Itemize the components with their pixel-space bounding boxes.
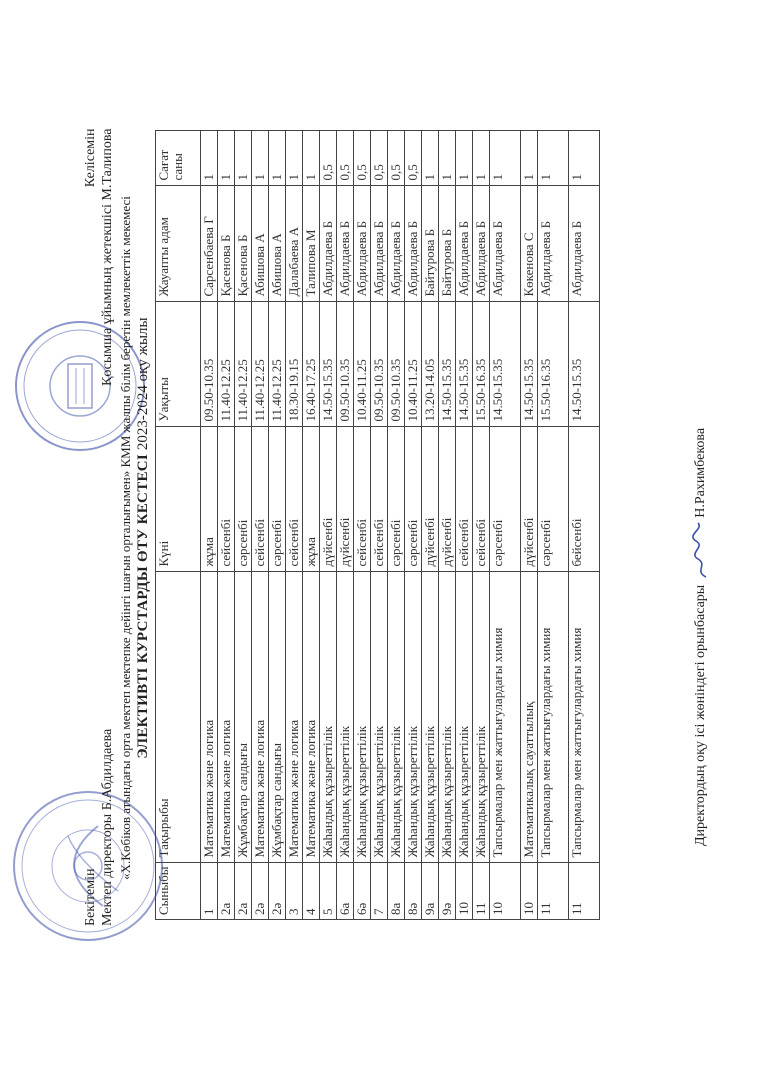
cell-time: 11.40-12.25 [252, 301, 269, 426]
cell-topic: Жаһандық құзыреттілік [371, 571, 388, 862]
cell-time: 09.50-10.35 [337, 301, 354, 426]
cell-time: 11.40-12.25 [269, 301, 286, 426]
cell-hours: 1 [235, 130, 252, 185]
header-topic: Тақырыбы [156, 571, 201, 862]
approval-left-line2: Мектеп директоры Б.Абдилдаева [100, 728, 115, 926]
school-name-subtitle: «Х.Көбіков атындағы орта мектеп мектепке дейінгі шағын орталығымен» КММ жалпы білім беретін мемлекеттік мекемесі [118, 196, 133, 880]
cell-time: 10.40-11.25 [405, 301, 422, 426]
cell-responsible: Абдилдаева Б [320, 185, 337, 301]
table-row [439, 130, 456, 919]
cell-hours: 1 [201, 130, 218, 185]
cell-class: 9ә [439, 862, 456, 919]
cell-time: 09.50-10.35 [201, 301, 218, 426]
cell-time: 14.50-15.35 [569, 301, 600, 426]
cell-hours: 0,5 [320, 130, 337, 185]
cell-day: сәрсенбі [490, 426, 521, 571]
cell-time: 14.50-15.35 [456, 301, 473, 426]
cell-hours: 1 [456, 130, 473, 185]
cell-day: сейсенбі [286, 426, 303, 571]
cell-hours: 1 [422, 130, 439, 185]
cell-responsible: Сарсенбаева Г [201, 185, 218, 301]
table-body [201, 130, 600, 919]
cell-day: сейсенбі [354, 426, 371, 571]
table-row [201, 130, 218, 919]
cell-day: сәрсенбі [538, 426, 569, 571]
cell-topic: Жаһандық құзыреттілік [456, 571, 473, 862]
cell-hours: 1 [269, 130, 286, 185]
cell-topic: Жаһандық құзыреттілік [422, 571, 439, 862]
approval-block-right [82, 128, 116, 386]
cell-time: 18.30-19.15 [286, 301, 303, 426]
cell-responsible: Абдилдаева Б [490, 185, 521, 301]
table-row [337, 130, 354, 919]
cell-responsible: Абдилдаева Б [456, 185, 473, 301]
cell-topic: Математика және логика [252, 571, 269, 862]
cell-class: 2а [218, 862, 235, 919]
cell-hours: 1 [439, 130, 456, 185]
cell-hours: 0,5 [337, 130, 354, 185]
cell-day: дүйсенбі [422, 426, 439, 571]
cell-day: жұма [201, 426, 218, 571]
table-row [354, 130, 371, 919]
cell-class: 11 [569, 862, 600, 919]
table-row [269, 130, 286, 919]
cell-day: дүйсенбі [320, 426, 337, 571]
cell-day: сәрсенбі [405, 426, 422, 571]
cell-class: 7 [371, 862, 388, 919]
cell-day: сейсенбі [371, 426, 388, 571]
cell-topic: Жаһандық құзыреттілік [320, 571, 337, 862]
cell-class: 9а [422, 862, 439, 919]
cell-day: сәрсенбі [388, 426, 405, 571]
cell-time: 15.50-16.35 [473, 301, 490, 426]
cell-class: 5 [320, 862, 337, 919]
cell-topic: Жаһандық құзыреттілік [405, 571, 422, 862]
cell-hours: 1 [218, 130, 235, 185]
cell-time: 16.40-17.25 [303, 301, 320, 426]
footer-name: Н.Рахимбекова [693, 427, 709, 518]
table-row [456, 130, 473, 919]
cell-hours: 1 [521, 130, 538, 185]
cell-responsible: Абдилдаева Б [354, 185, 371, 301]
handwritten-signature [690, 521, 712, 581]
table-row [286, 130, 303, 919]
cell-topic: Жаһандық құзыреттілік [354, 571, 371, 862]
cell-topic: Жаһандық құзыреттілік [337, 571, 354, 862]
cell-responsible: Абдилдаева Б [538, 185, 569, 301]
cell-class: 11 [473, 862, 490, 919]
cell-class: 11 [538, 862, 569, 919]
table-row [303, 130, 320, 919]
cell-class: 1 [201, 862, 218, 919]
cell-responsible: Көкенова С [521, 185, 538, 301]
table-row [388, 130, 405, 919]
cell-day: сейсенбі [218, 426, 235, 571]
cell-class: 3 [286, 862, 303, 919]
cell-topic: Математика және логика [303, 571, 320, 862]
cell-class: 8ә [405, 862, 422, 919]
cell-time: 13.20-14.05 [422, 301, 439, 426]
table-row [252, 130, 269, 919]
cell-time: 14.50-15.35 [521, 301, 538, 426]
document-title-bold: ЭЛЕКТИВТІ КУРСТАРДЫ ӨТУ КЕСТЕСІ [135, 453, 151, 759]
document-title [135, 0, 152, 1076]
cell-hours: 0,5 [405, 130, 422, 185]
table-row [422, 130, 439, 919]
header-responsible: Жауапты адам [156, 185, 201, 301]
cell-day: дүйсенбі [337, 426, 354, 571]
table-row [569, 130, 600, 919]
cell-topic: Жаһандық құзыреттілік [388, 571, 405, 862]
cell-time: 10.40-11.25 [354, 301, 371, 426]
approval-block-left [82, 729, 116, 926]
cell-hours: 1 [303, 130, 320, 185]
cell-topic: Математика және логика [201, 571, 218, 862]
cell-day: сәрсенбі [235, 426, 252, 571]
cell-topic: Жұмбақтар сандығы [235, 571, 252, 862]
table-row [235, 130, 252, 919]
cell-hours: 1 [286, 130, 303, 185]
footer-signature-line [690, 428, 712, 846]
cell-class: 8а [388, 862, 405, 919]
cell-responsible: Байтурова Б [422, 185, 439, 301]
cell-hours: 0,5 [354, 130, 371, 185]
cell-day: сейсенбі [456, 426, 473, 571]
cell-hours: 1 [538, 130, 569, 185]
cell-topic: Жаһандық құзыреттілік [473, 571, 490, 862]
cell-time: 11.40-12.25 [218, 301, 235, 426]
cell-class: 10 [490, 862, 521, 919]
cell-topic: Математикалық сауаттылық [521, 571, 538, 862]
cell-class: 4 [303, 862, 320, 919]
schedule-table [155, 130, 600, 920]
cell-time: 14.50-15.35 [490, 301, 521, 426]
cell-class: 2ә [269, 862, 286, 919]
footer-label: Директордың оқу ісі жөніндегі орынбасары [693, 584, 709, 846]
cell-topic: Математика және логика [218, 571, 235, 862]
cell-hours: 1 [490, 130, 521, 185]
cell-responsible: Абдилдаева Б [405, 185, 422, 301]
cell-hours: 0,5 [388, 130, 405, 185]
header-day: Күні [156, 426, 201, 571]
cell-time: 09.50-10.35 [371, 301, 388, 426]
table-row [218, 130, 235, 919]
header-hours: Сағат саны [156, 130, 201, 185]
table-row [521, 130, 538, 919]
cell-time: 14.50-15.35 [439, 301, 456, 426]
cell-class: 10 [521, 862, 538, 919]
cell-day: сәрсенбі [269, 426, 286, 571]
cell-responsible: Талипова М [303, 185, 320, 301]
cell-topic: Жаһандық құзыреттілік [439, 571, 456, 862]
cell-responsible: Абдилдаева Б [569, 185, 600, 301]
document-title-year: 2023-2024 оқу жылы [135, 317, 151, 454]
cell-responsible: Абдилдаева Б [371, 185, 388, 301]
cell-topic: Тапсырмалар мен жаттығулардағы химия [538, 571, 569, 862]
cell-hours: 1 [252, 130, 269, 185]
cell-hours: 1 [473, 130, 490, 185]
approval-right-line2: Қосымша ұйымның жетекшісі М.Талипова [100, 128, 115, 386]
approval-right-line1: Келісемін [83, 128, 98, 188]
cell-class: 10 [456, 862, 473, 919]
cell-class: 6а [337, 862, 354, 919]
cell-day: жұма [303, 426, 320, 571]
header-time: Уақыты [156, 301, 201, 426]
cell-responsible: Абдилдаева Б [337, 185, 354, 301]
cell-day: дүйсенбі [439, 426, 456, 571]
cell-day: бейсенбі [569, 426, 600, 571]
cell-day: сейсенбі [473, 426, 490, 571]
table-row [320, 130, 337, 919]
table-row [473, 130, 490, 919]
cell-responsible: Байтурова Б [439, 185, 456, 301]
table-row [490, 130, 521, 919]
cell-day: сейсенбі [252, 426, 269, 571]
cell-time: 15.50-16.35 [538, 301, 569, 426]
cell-time: 14.50-15.35 [320, 301, 337, 426]
cell-responsible: Абдилдаева Б [473, 185, 490, 301]
cell-hours: 1 [569, 130, 600, 185]
table-row [405, 130, 422, 919]
cell-responsible: Далабаева А [286, 185, 303, 301]
cell-topic: Математика және логика [286, 571, 303, 862]
table-header-row [156, 130, 201, 919]
cell-topic: Жұмбақтар сандығы [269, 571, 286, 862]
cell-responsible: Абдилдаева Б [388, 185, 405, 301]
table-row [538, 130, 569, 919]
cell-time: 11.40-12.25 [235, 301, 252, 426]
cell-class: 6ә [354, 862, 371, 919]
header-class: Сыныбы [156, 862, 201, 919]
cell-day: дүйсенбі [521, 426, 538, 571]
cell-topic: Тапсырмалар мен жаттығулардағы химия [490, 571, 521, 862]
cell-class: 2ә [252, 862, 269, 919]
cell-responsible: Абишова А [269, 185, 286, 301]
cell-time: 09.50-10.35 [388, 301, 405, 426]
cell-responsible: Қасенова Б [235, 185, 252, 301]
cell-class: 2а [235, 862, 252, 919]
cell-responsible: Қасенова Б [218, 185, 235, 301]
cell-responsible: Абишова А [252, 185, 269, 301]
table-row [371, 130, 388, 919]
approval-left-line1: Бекітемін [83, 868, 98, 926]
cell-hours: 0,5 [371, 130, 388, 185]
cell-topic: Тапсырмалар мен жаттығулардағы химия [569, 571, 600, 862]
